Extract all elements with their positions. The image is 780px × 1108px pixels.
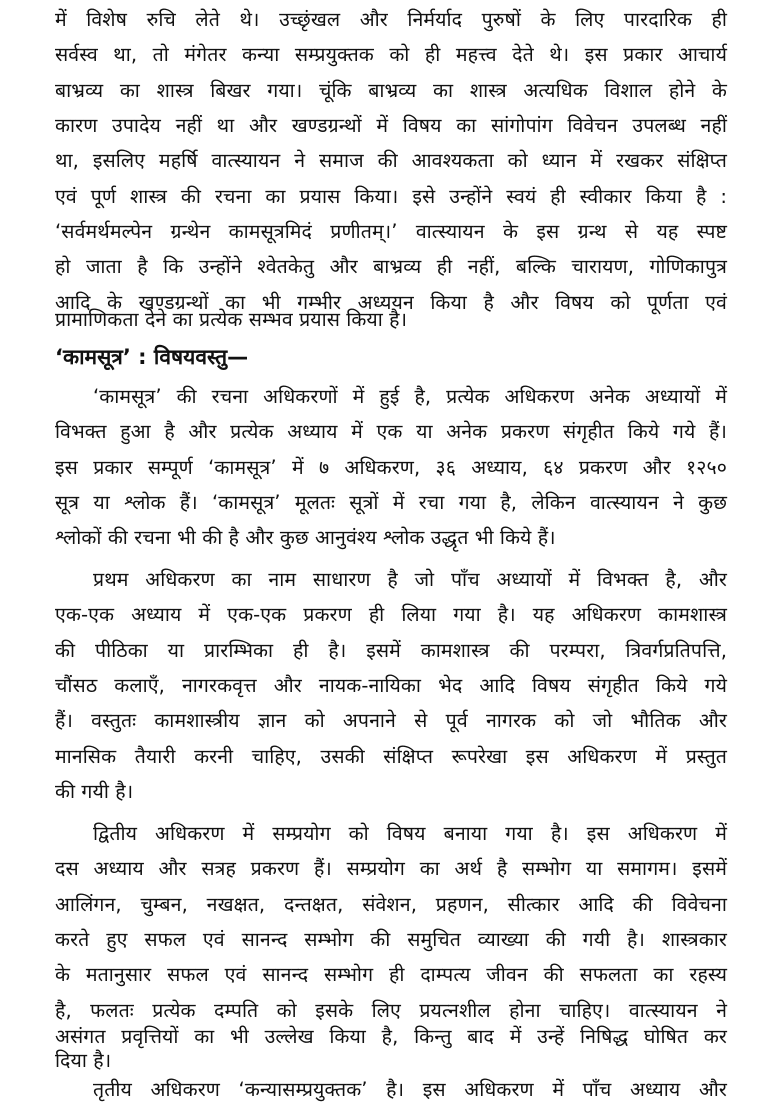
text-line: मानसिक तैयारी करनी चाहिए, उसकी संक्षिप्त रूपरेखा इस अधिकरण में प्रस्तुत: [55, 745, 727, 768]
text-line: आदि के खण्डग्रन्थों का भी गम्भीर अध्ययन किया है और विषय को पूर्णता एवं: [55, 291, 727, 314]
text-line: ‘सर्वमर्थमल्पेन ग्रन्थेन कामसूत्रमिदं प्रणीतम्।’ वात्स्यायन के इस ग्रन्थ से यह स्पष्ट: [55, 220, 727, 243]
text-line: हैं। वस्तुतः कामशास्त्रीय ज्ञान को अपनाने से पूर्व नागरक को जो भौतिक और: [55, 709, 727, 732]
text-line: सूत्र या श्लोक हैं। ‘कामसूत्र’ मूलतः सूत्रों में रचा गया है, लेकिन वात्स्यायन ने कुछ: [55, 491, 727, 514]
text-line: बाभ्रव्य का शास्त्र बिखर गया। चूंकि बाभ्रव्य का शास्त्र अत्यधिक विशाल होने के: [55, 79, 727, 102]
text-line: की पीठिका या प्रारम्भिका ही है। इसमें कामशास्त्र की परम्परा, त्रिवर्गप्रतिपत्ति,: [55, 639, 727, 662]
text-line: हो जाता है कि उन्होंने श्वेतकेतु और बाभ्रव्य ही नहीं, बल्कि चारायण, गोणिकापुत्र: [55, 255, 727, 278]
text-line: आलिंगन, चुम्बन, नखक्षत, दन्तक्षत, संवेशन, प्रहणन, सीत्कार आदि की विवेचना: [55, 893, 727, 916]
text-line: ‘कामसूत्र’ की रचना अधिकरणों में हुई है, प्रत्येक अधिकरण अनेक अध्यायों में: [93, 385, 727, 408]
text-line: के मतानुसार सफल एवं सानन्द सम्भोग ही दाम्पत्य जीवन की सफलता का रहस्य: [55, 963, 727, 986]
text-line: की गयी है।: [55, 780, 134, 803]
text-line: चौंसठ कलाएँ, नागरकवृत्त और नायक-नायिका भेद आदि विषय संगृहीत किये गये: [55, 674, 727, 697]
text-line: तृतीय अधिकरण ‘कन्यासम्प्रयुक्तक’ है। इस अधिकरण में पाँच अध्याय और: [93, 1078, 727, 1101]
text-line: है, फलतः प्रत्येक दम्पति को इसके लिए प्रयत्नशील होना चाहिए। वात्स्यायन ने: [55, 999, 727, 1022]
text-line: दिया है।: [55, 1049, 112, 1072]
text-line: सर्वस्व था, तो मंगेतर कन्या सम्प्रयुक्तक को ही महत्त्व देते थे। इस प्रकार आचार्य: [55, 43, 727, 66]
text-line: विभक्त हुआ है और प्रत्येक अध्याय में एक या अनेक प्रकरण संगृहीत किये गये हैं।: [55, 420, 727, 443]
text-line: श्लोकों की रचना भी की है और कुछ आनुवंश्य श्लोक उद्धृत भी किये हैं।: [55, 526, 556, 549]
text-line: एक-एक अध्याय में एक-एक प्रकरण ही लिया गया है। यह अधिकरण कामशास्त्र: [55, 603, 727, 626]
text-line: प्रथम अधिकरण का नाम साधारण है जो पाँच अध्यायों में विभक्त है, और: [93, 568, 727, 591]
text-line: था, इसलिए महर्षि वात्स्यायन ने समाज की आवश्यकता को ध्यान में रखकर संक्षिप्त: [55, 149, 727, 172]
text-line: में विशेष रुचि लेते थे। उच्छृंखल और निर्मर्याद पुरुषों के लिए पारदारिक ही: [55, 8, 727, 31]
text-line: एवं पूर्ण शास्त्र की रचना का प्रयास किया। इसे उन्होंने स्वयं ही स्वीकार किया है :: [55, 185, 727, 208]
section-heading: ‘कामसूत्र’ : विषयवस्तु—: [55, 345, 249, 369]
text-line: दस अध्याय और सत्रह प्रकरण हैं। सम्प्रयोग का अर्थ है सम्भोग या समागम। इसमें: [55, 857, 727, 880]
text-line: करते हुए सफल एवं सानन्द सम्भोग की समुचित व्याख्या की गयी है। शास्त्रकार: [55, 928, 727, 951]
text-line: द्वितीय अधिकरण में सम्प्रयोग को विषय बनाया गया है। इस अधिकरण में: [93, 822, 727, 845]
text-line: प्रामाणिकता देने का प्रत्येक सम्भव प्रयास किया है।: [55, 308, 408, 331]
text-line: इस प्रकार सम्पूर्ण ‘कामसूत्र’ में ७ अधिकरण, ३६ अध्याय, ६४ प्रकरण और १२५०: [55, 456, 727, 479]
text-line: कारण उपादेय नहीं था और खण्डग्रन्थों में विषय का सांगोपांग विवेचन उपलब्ध नहीं: [55, 114, 727, 137]
text-line: असंगत प्रवृत्तियों का भी उल्लेख किया है, किन्तु बाद में उन्हें निषिद्ध घोषित कर: [55, 1025, 727, 1048]
